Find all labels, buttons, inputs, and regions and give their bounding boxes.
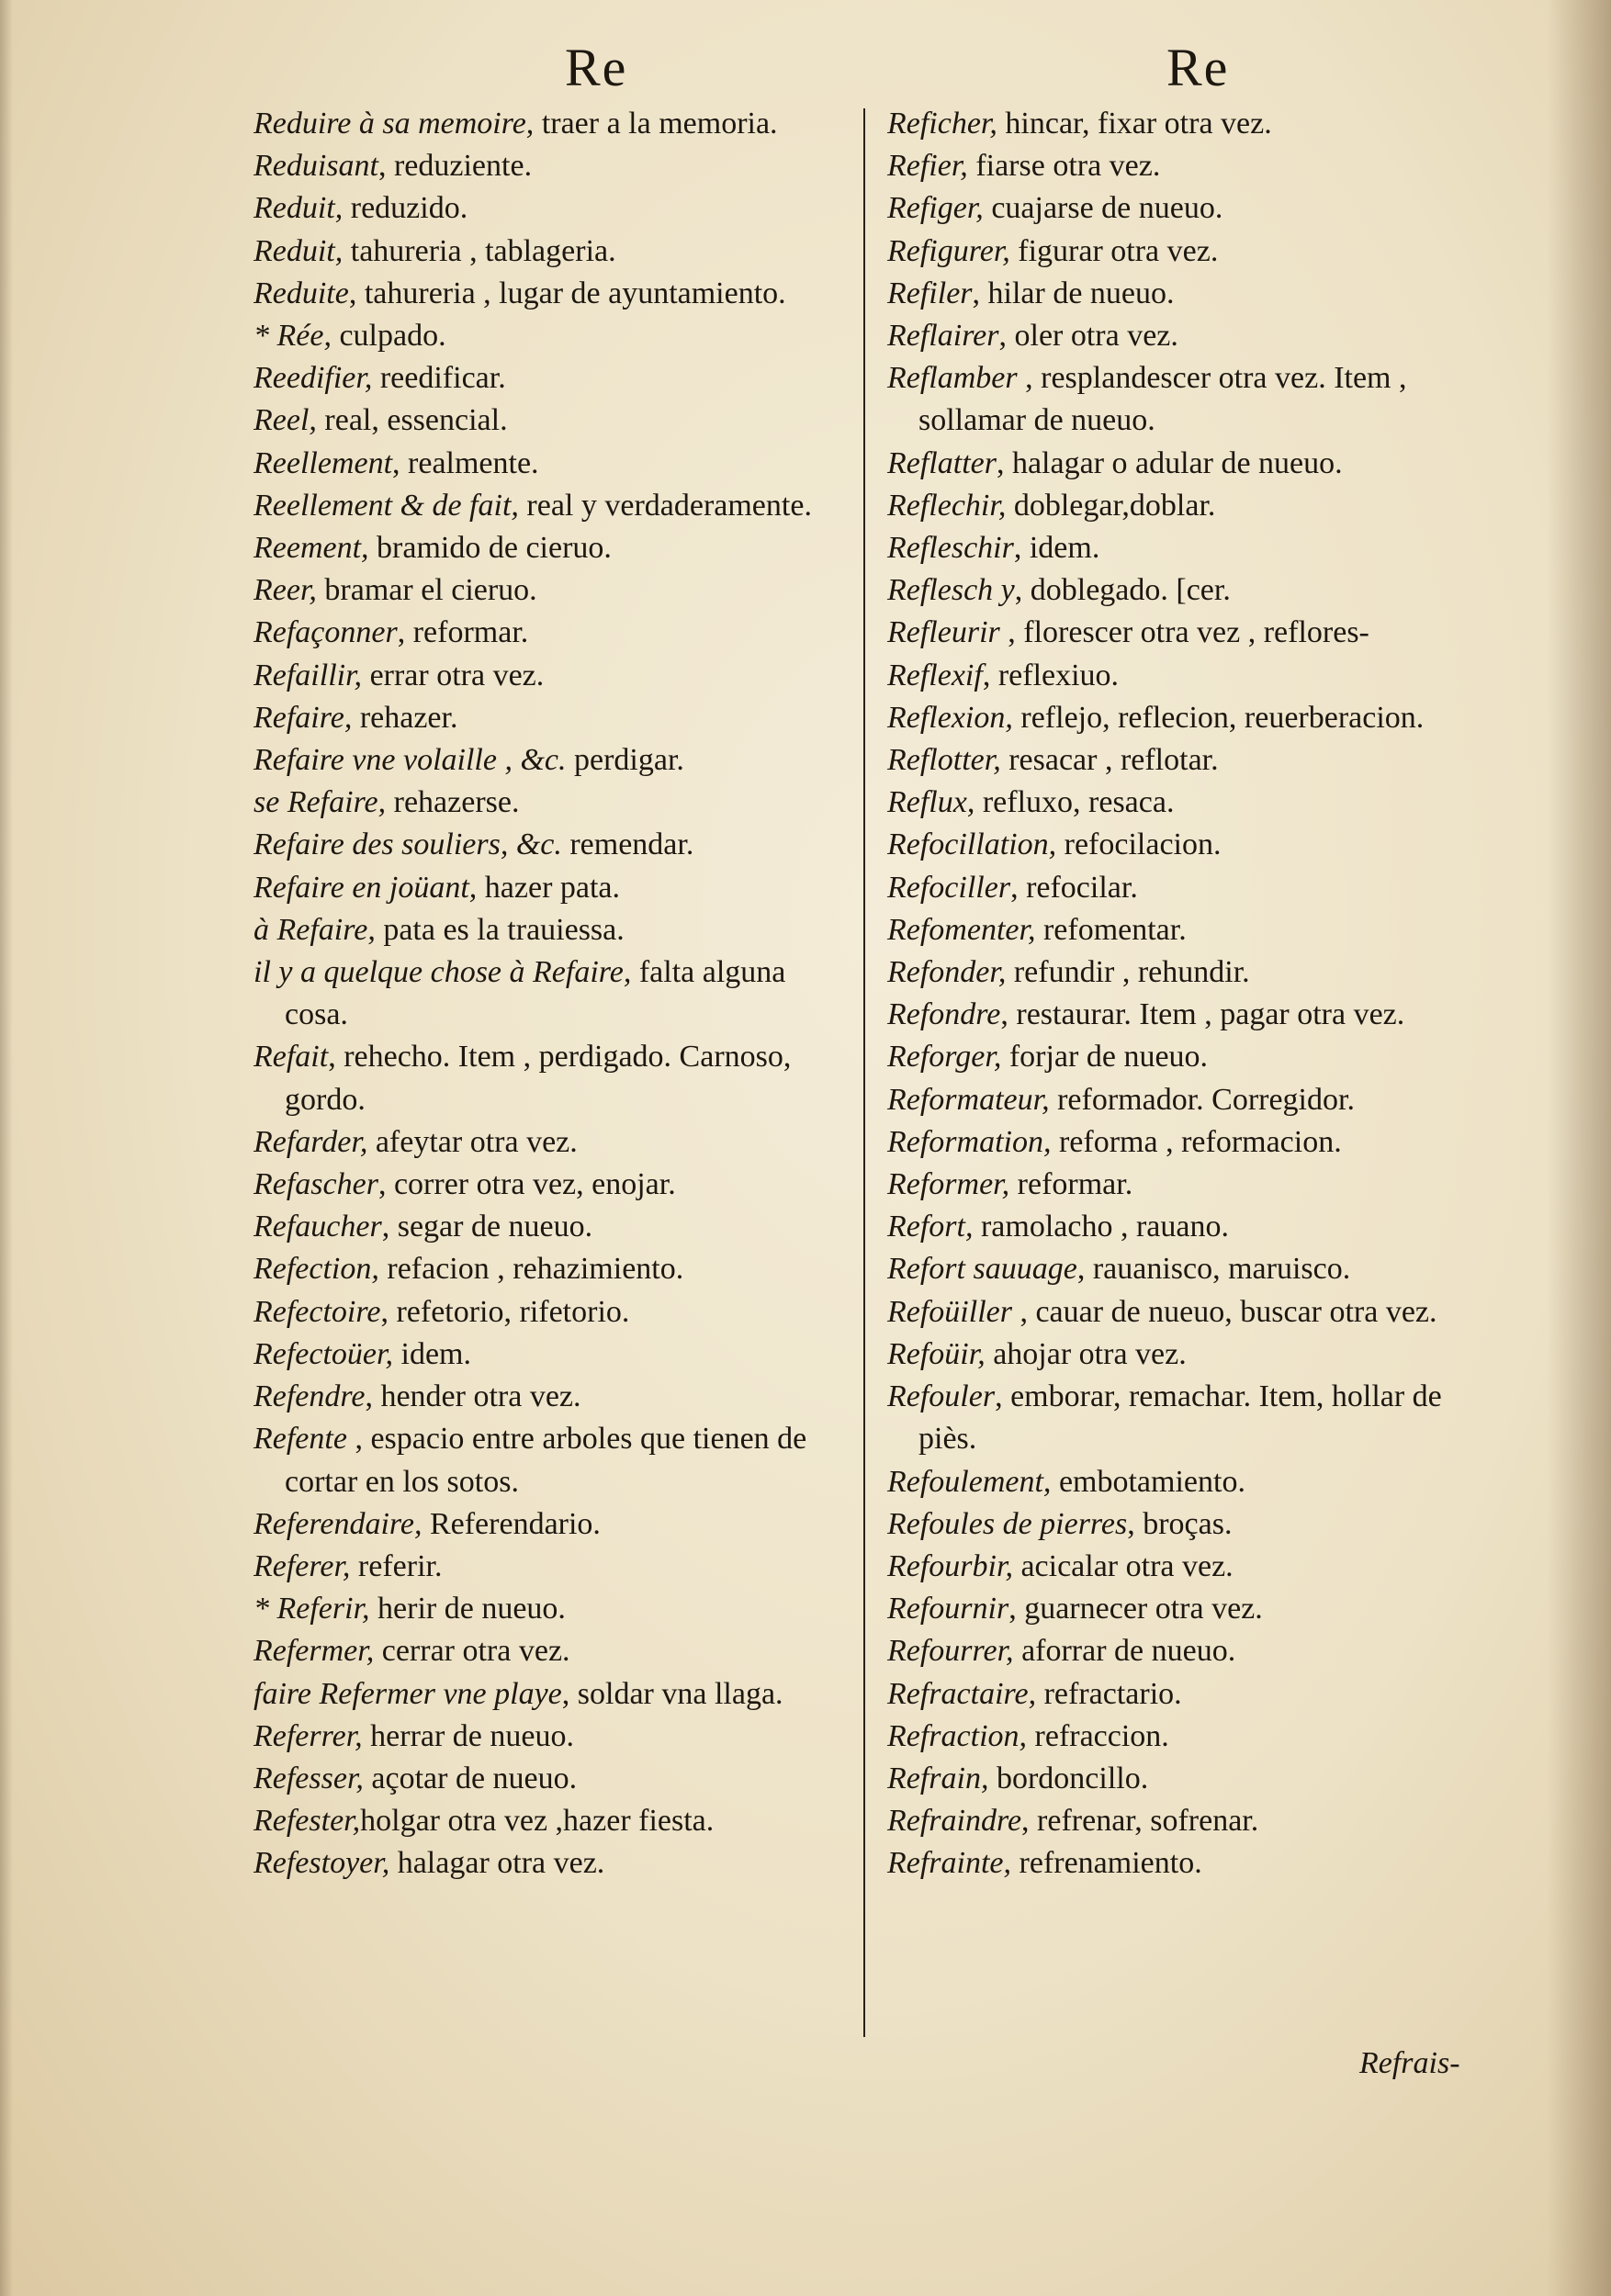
dictionary-entry (253, 909, 851, 951)
entry-headword: Refouler (887, 1379, 996, 1414)
entry-definition: herrar de nueuo. (362, 1718, 574, 1753)
page-edge-shadow-left (0, 0, 13, 2296)
entry-definition: , reduziente. (377, 149, 533, 184)
entry-headword: Refociller (887, 870, 1011, 905)
entry-headword: Refleurir (887, 615, 1000, 650)
dictionary-entry (887, 1164, 1493, 1206)
entry-headword: Refrainte, (887, 1846, 1012, 1881)
entry-definition: refraccion. (1027, 1718, 1169, 1753)
entry-definition: , correr otra vez, enojar. (377, 1167, 676, 1202)
entry-headword: Refoüir, (887, 1336, 986, 1371)
entry-definition: , espacio entre arboles que tienen de cortar en los sotos. (285, 1422, 807, 1499)
entry-headword: Refractaire, (887, 1676, 1037, 1711)
dictionary-entry (887, 1800, 1493, 1842)
entry-headword: Reflux, (887, 785, 975, 820)
entry-headword: Reer, (253, 573, 317, 608)
entry-definition: , guarnecer otra vez. (1008, 1592, 1263, 1626)
entry-headword: Refonder, (887, 955, 1007, 990)
entry-headword: Reflexif (887, 658, 983, 692)
dictionary-entry (253, 1716, 851, 1758)
entry-definition: bramar el cieruo. (316, 573, 537, 608)
entry-definition: açotar de nueuo. (363, 1761, 578, 1795)
entry-definition: idem. (393, 1336, 471, 1371)
entry-headword: * Rée, (253, 319, 332, 354)
entry-definition: reformador. Corregidor. (1049, 1082, 1355, 1117)
entry-headword: Refendre (253, 1379, 366, 1414)
entry-definition: , emborar, remachar. Item, hollar de piès. (918, 1379, 1442, 1457)
dictionary-entry (887, 697, 1493, 739)
dictionary-entry (253, 1758, 851, 1800)
entry-definition: embotamiento. (1051, 1464, 1245, 1499)
dictionary-entry (887, 1079, 1493, 1121)
entry-definition: , cauar de nueuo, buscar otra vez. (1011, 1294, 1437, 1329)
entry-headword: Refesser, (253, 1761, 364, 1795)
dictionary-entry (887, 187, 1493, 230)
dictionary-entry (887, 1546, 1493, 1588)
entry-definition: , doblegado. [cer. (1014, 573, 1231, 608)
entry-definition: forjar de nueuo. (1001, 1040, 1209, 1075)
entry-headword: Refomenter, (887, 912, 1036, 947)
entry-headword: Reformateur, (887, 1082, 1050, 1117)
dictionary-entry (887, 1716, 1493, 1758)
dictionary-entry (887, 273, 1493, 315)
entry-headword: Reflatter (887, 445, 997, 480)
dictionary-entry (253, 1376, 851, 1418)
entry-definition: , hender otra vez. (365, 1379, 581, 1414)
dictionary-entry (253, 1630, 851, 1672)
dictionary-entry (253, 145, 851, 187)
entry-headword: Reement, (253, 531, 369, 566)
entry-headword: Refaire en joüant, (253, 870, 478, 905)
entry-headword: Reformation, (887, 1124, 1052, 1159)
entry-definition: , refocilar. (1010, 870, 1138, 905)
entry-definition: reedificar. (372, 361, 506, 396)
entry-definition: , florescer otra vez , reflores- (999, 615, 1369, 650)
dictionary-entry (253, 1206, 851, 1248)
dictionary-entry (887, 1206, 1493, 1248)
column-divider (863, 108, 865, 2037)
dictionary-entry (253, 1248, 851, 1290)
dictionary-entry (887, 739, 1493, 782)
entry-definition: , soldar vna llaga. (561, 1676, 783, 1711)
entry-definition: , broças. (1127, 1506, 1233, 1541)
entry-definition: bramido de cieruo. (368, 531, 612, 566)
entry-definition: pata es la trauiessa. (375, 912, 625, 947)
dictionary-entry (253, 1291, 851, 1334)
entry-definition: fiarse otra vez. (967, 149, 1161, 184)
dictionary-entry (253, 1800, 851, 1842)
entry-headword: Refaire, (253, 700, 353, 735)
entry-definition: , halagar o adular de nueuo. (996, 445, 1343, 480)
dictionary-entry (887, 1842, 1493, 1885)
entry-definition: refomentar. (1035, 912, 1187, 947)
dictionary-entry (887, 951, 1493, 994)
dictionary-entry (887, 1673, 1493, 1716)
entry-headword: Reflexion, (887, 700, 1013, 735)
entry-definition: aforrar de nueuo. (1013, 1634, 1236, 1669)
entry-headword: Refaire vne volaille , &c. (253, 743, 567, 778)
dictionary-entry (887, 1630, 1493, 1672)
dictionary-entry (253, 273, 851, 315)
dictionary-entry (887, 145, 1493, 187)
dictionary-entry (253, 1121, 851, 1164)
entry-definition: , realmente. (392, 445, 539, 480)
entry-definition: , reformar. (397, 615, 529, 650)
entry-headword: Refascher (253, 1167, 378, 1202)
entry-headword: Reduit, (253, 233, 344, 268)
entry-definition: , oler otra vez. (998, 319, 1178, 354)
entry-definition: cerrar otra vez. (374, 1634, 570, 1669)
entry-definition: traer a la memoria. (534, 107, 778, 141)
entry-definition: , tahureria , lugar de ayuntamiento. (348, 276, 786, 310)
entry-definition: cuajarse de nueuo. (983, 191, 1223, 226)
entry-headword: Refarder, (253, 1124, 368, 1159)
entry-headword: Referendaire, (253, 1506, 422, 1541)
entry-headword: Refort sauuage (887, 1252, 1077, 1287)
entry-definition: acicalar otra vez. (1012, 1548, 1234, 1583)
entry-headword: Refente (253, 1422, 347, 1457)
entry-headword: faire Refermer vne playe (253, 1676, 562, 1711)
entry-headword: Reformer, (887, 1167, 1010, 1202)
entry-headword: Reficher, (887, 107, 997, 141)
left-column (253, 103, 851, 1885)
dictionary-entry (253, 1036, 851, 1120)
entry-definition: refluxo, resaca. (974, 785, 1175, 820)
dictionary-entry (887, 782, 1493, 824)
entry-headword: Referrer, (253, 1718, 363, 1753)
entry-headword: Refourbir, (887, 1548, 1013, 1583)
dictionary-entry (253, 231, 851, 273)
entry-definition: perdigar. (566, 743, 684, 778)
dictionary-entry (887, 655, 1493, 697)
dictionary-entry (887, 315, 1493, 357)
entry-headword: Reflesch y (887, 573, 1015, 608)
entry-definition: real, essencial. (316, 403, 508, 438)
entry-definition: bordoncillo. (988, 1761, 1149, 1795)
entry-headword: Refort, (887, 1210, 974, 1244)
entry-headword: Reflairer (887, 319, 999, 354)
dictionary-entry (253, 1418, 851, 1503)
dictionary-entry (253, 400, 851, 442)
entry-definition: , rehecho. Item , perdigado. Carnoso, gordo. (285, 1040, 792, 1117)
dictionary-entry (887, 1036, 1493, 1078)
entry-headword: Refester, (253, 1804, 361, 1839)
entry-definition: , refetorio, rifetorio. (380, 1294, 630, 1329)
dictionary-entry (887, 1376, 1493, 1460)
entry-headword: Reduite (253, 276, 349, 310)
entry-headword: Refectoüer, (253, 1336, 393, 1371)
entry-definition: remendar. (561, 827, 694, 862)
entry-headword: Reflechir, (887, 488, 1007, 523)
dictionary-entry (253, 824, 851, 866)
entry-headword: Refourrer, (887, 1634, 1014, 1669)
dictionary-entry (253, 1546, 851, 1588)
entry-definition: afeytar otra vez. (367, 1124, 578, 1159)
running-head-left: Re (565, 38, 628, 97)
entry-definition: figurar otra vez. (1009, 233, 1219, 268)
dictionary-entry (887, 612, 1493, 654)
dictionary-entry (253, 697, 851, 739)
entry-definition: ramolacho , rauano. (973, 1210, 1229, 1244)
entry-definition: , reflexiuo. (982, 658, 1120, 692)
entry-definition: errar otra vez. (362, 658, 545, 692)
entry-definition: reforma , reformacion. (1051, 1124, 1342, 1159)
dictionary-entry (253, 1164, 851, 1206)
entry-headword: Refigurer, (887, 233, 1010, 268)
dictionary-entry (887, 1334, 1493, 1376)
entry-headword: il y a quelque chose à Refaire, (253, 955, 632, 990)
dictionary-entry (253, 485, 851, 527)
dictionary-entry (253, 357, 851, 400)
entry-headword: Refraction, (887, 1718, 1028, 1753)
dictionary-entry (887, 1503, 1493, 1546)
dictionary-entry (887, 357, 1493, 442)
entry-headword: Refestoyer, (253, 1846, 390, 1881)
entry-headword: Refaire des souliers, &c. (253, 827, 562, 862)
dictionary-entry (887, 824, 1493, 866)
entry-definition: rehazerse. (386, 785, 520, 820)
entry-definition: ahojar otra vez. (985, 1336, 1187, 1371)
dictionary-entry (887, 569, 1493, 612)
entry-headword: Refaucher (253, 1210, 382, 1244)
entry-definition: , restaurar. Item , pagar otra vez. (1000, 997, 1405, 1032)
entry-headword: Refondre (887, 997, 1001, 1032)
running-head-right: Re (1166, 38, 1230, 97)
dictionary-entry (253, 187, 851, 230)
entry-definition: reflejo, reflecion, reuerberacion. (1012, 700, 1425, 735)
entry-definition: , resplandescer otra vez. Item , sollamar de nueuo. (918, 361, 1407, 438)
dictionary-entry (887, 485, 1493, 527)
dictionary-entry (253, 1334, 851, 1376)
entry-headword: Refiger, (887, 191, 984, 226)
entry-definition: , idem. (1013, 531, 1100, 566)
dictionary-entry (253, 951, 851, 1036)
entry-headword: Refait (253, 1040, 329, 1075)
dictionary-entry (253, 655, 851, 697)
entry-definition: , segar de nueuo. (381, 1210, 593, 1244)
entry-definition: falta alguna cosa. (285, 955, 786, 1032)
dictionary-entry (887, 1291, 1493, 1334)
dictionary-entry (253, 1842, 851, 1885)
entry-headword: Refectoire (253, 1294, 381, 1329)
entry-definition: refacion , rehazimiento. (378, 1252, 684, 1287)
entry-headword: Refiler (887, 276, 973, 310)
entry-headword: Reel, (253, 403, 317, 438)
entry-headword: Referer, (253, 1548, 351, 1583)
entry-definition: , rauanisco, maruisco. (1076, 1252, 1351, 1287)
dictionary-entry (253, 612, 851, 654)
dictionary-entry (253, 1588, 851, 1630)
entry-definition: refrenamiento. (1011, 1846, 1202, 1881)
entry-headword: à Refaire, (253, 912, 376, 947)
entry-headword: Reflotter, (887, 743, 1001, 778)
dictionary-entry (253, 739, 851, 782)
entry-headword: Refaçonner (253, 615, 398, 650)
entry-headword: Refermer, (253, 1634, 375, 1669)
entry-definition: , refrenar, sofrenar. (1021, 1804, 1259, 1839)
entry-definition: herir de nueuo. (369, 1592, 566, 1626)
dictionary-entry (253, 527, 851, 569)
entry-headword: Refoüiller (887, 1294, 1012, 1329)
entry-headword: Refleschir (887, 531, 1014, 566)
dictionary-entry (887, 1588, 1493, 1630)
dictionary-entry (253, 103, 851, 145)
entry-definition: halagar otra vez. (389, 1846, 605, 1881)
dictionary-entry (887, 994, 1493, 1036)
dictionary-entry (887, 103, 1493, 145)
entry-headword: Reflamber (887, 361, 1018, 396)
entry-headword: Refoulement, (887, 1464, 1052, 1499)
dictionary-entry (253, 1503, 851, 1546)
entry-headword: Refoules de pierres (887, 1506, 1128, 1541)
entry-definition: reduzido. (343, 191, 468, 226)
dictionary-entry (887, 231, 1493, 273)
entry-headword: Refaillir, (253, 658, 363, 692)
dictionary-entry (887, 527, 1493, 569)
dictionary-entry (253, 315, 851, 357)
entry-definition: reformar. (1009, 1167, 1133, 1202)
page-edge-shadow-right (1547, 0, 1611, 2296)
entry-headword: Reforger, (887, 1040, 1002, 1075)
dictionary-entry (887, 443, 1493, 485)
entry-headword: Reellement (253, 445, 393, 480)
entry-definition: resacar , reflotar. (1000, 743, 1219, 778)
entry-headword: Refraindre (887, 1804, 1022, 1839)
entry-headword: Reduire à sa memoire, (253, 107, 535, 141)
dictionary-entry (887, 909, 1493, 951)
dictionary-entry (253, 1673, 851, 1716)
entry-headword: Reedifier, (253, 361, 373, 396)
entry-definition: culpado. (331, 319, 446, 354)
dictionary-entry (887, 1121, 1493, 1164)
entry-headword: Refournir (887, 1592, 1009, 1626)
entry-headword: Reellement & de fait, (253, 488, 519, 523)
entry-definition: , hilar de nueuo. (972, 276, 1175, 310)
entry-headword: Refocillation, (887, 827, 1057, 862)
entry-definition: refundir , rehundir. (1006, 955, 1250, 990)
catchword: Refrais- (1359, 2046, 1460, 2080)
entry-definition: refractario. (1036, 1676, 1182, 1711)
entry-definition: referir. (350, 1548, 443, 1583)
entry-definition: holgar otra vez ,hazer fiesta. (360, 1804, 715, 1839)
entry-headword: Reduit, (253, 191, 344, 226)
entry-definition: hazer pata. (477, 870, 621, 905)
entry-headword: se Refaire, (253, 785, 387, 820)
entry-headword: Refection, (253, 1252, 379, 1287)
entry-definition: doblegar,doblar. (1006, 488, 1216, 523)
dictionary-entry (253, 867, 851, 909)
entry-headword: Refrain, (887, 1761, 989, 1795)
entry-definition: Referendario. (422, 1506, 601, 1541)
entry-definition: real y verdaderamente. (518, 488, 812, 523)
entry-definition: tahureria , tablageria. (343, 233, 616, 268)
dictionary-entry (887, 1461, 1493, 1503)
entry-definition: hincar, fixar otra vez. (997, 107, 1272, 141)
dictionary-entry (887, 867, 1493, 909)
right-column (887, 103, 1493, 1885)
entry-headword: * Referir, (253, 1592, 370, 1626)
entry-headword: Refier, (887, 149, 968, 184)
entry-definition: rehazer. (352, 700, 458, 735)
dictionary-entry (887, 1758, 1493, 1800)
dictionary-entry (253, 569, 851, 612)
dictionary-entry (253, 443, 851, 485)
dictionary-entry (887, 1248, 1493, 1290)
entry-definition: refocilacion. (1056, 827, 1222, 862)
entry-headword: Reduisant (253, 149, 378, 184)
dictionary-entry (253, 782, 851, 824)
